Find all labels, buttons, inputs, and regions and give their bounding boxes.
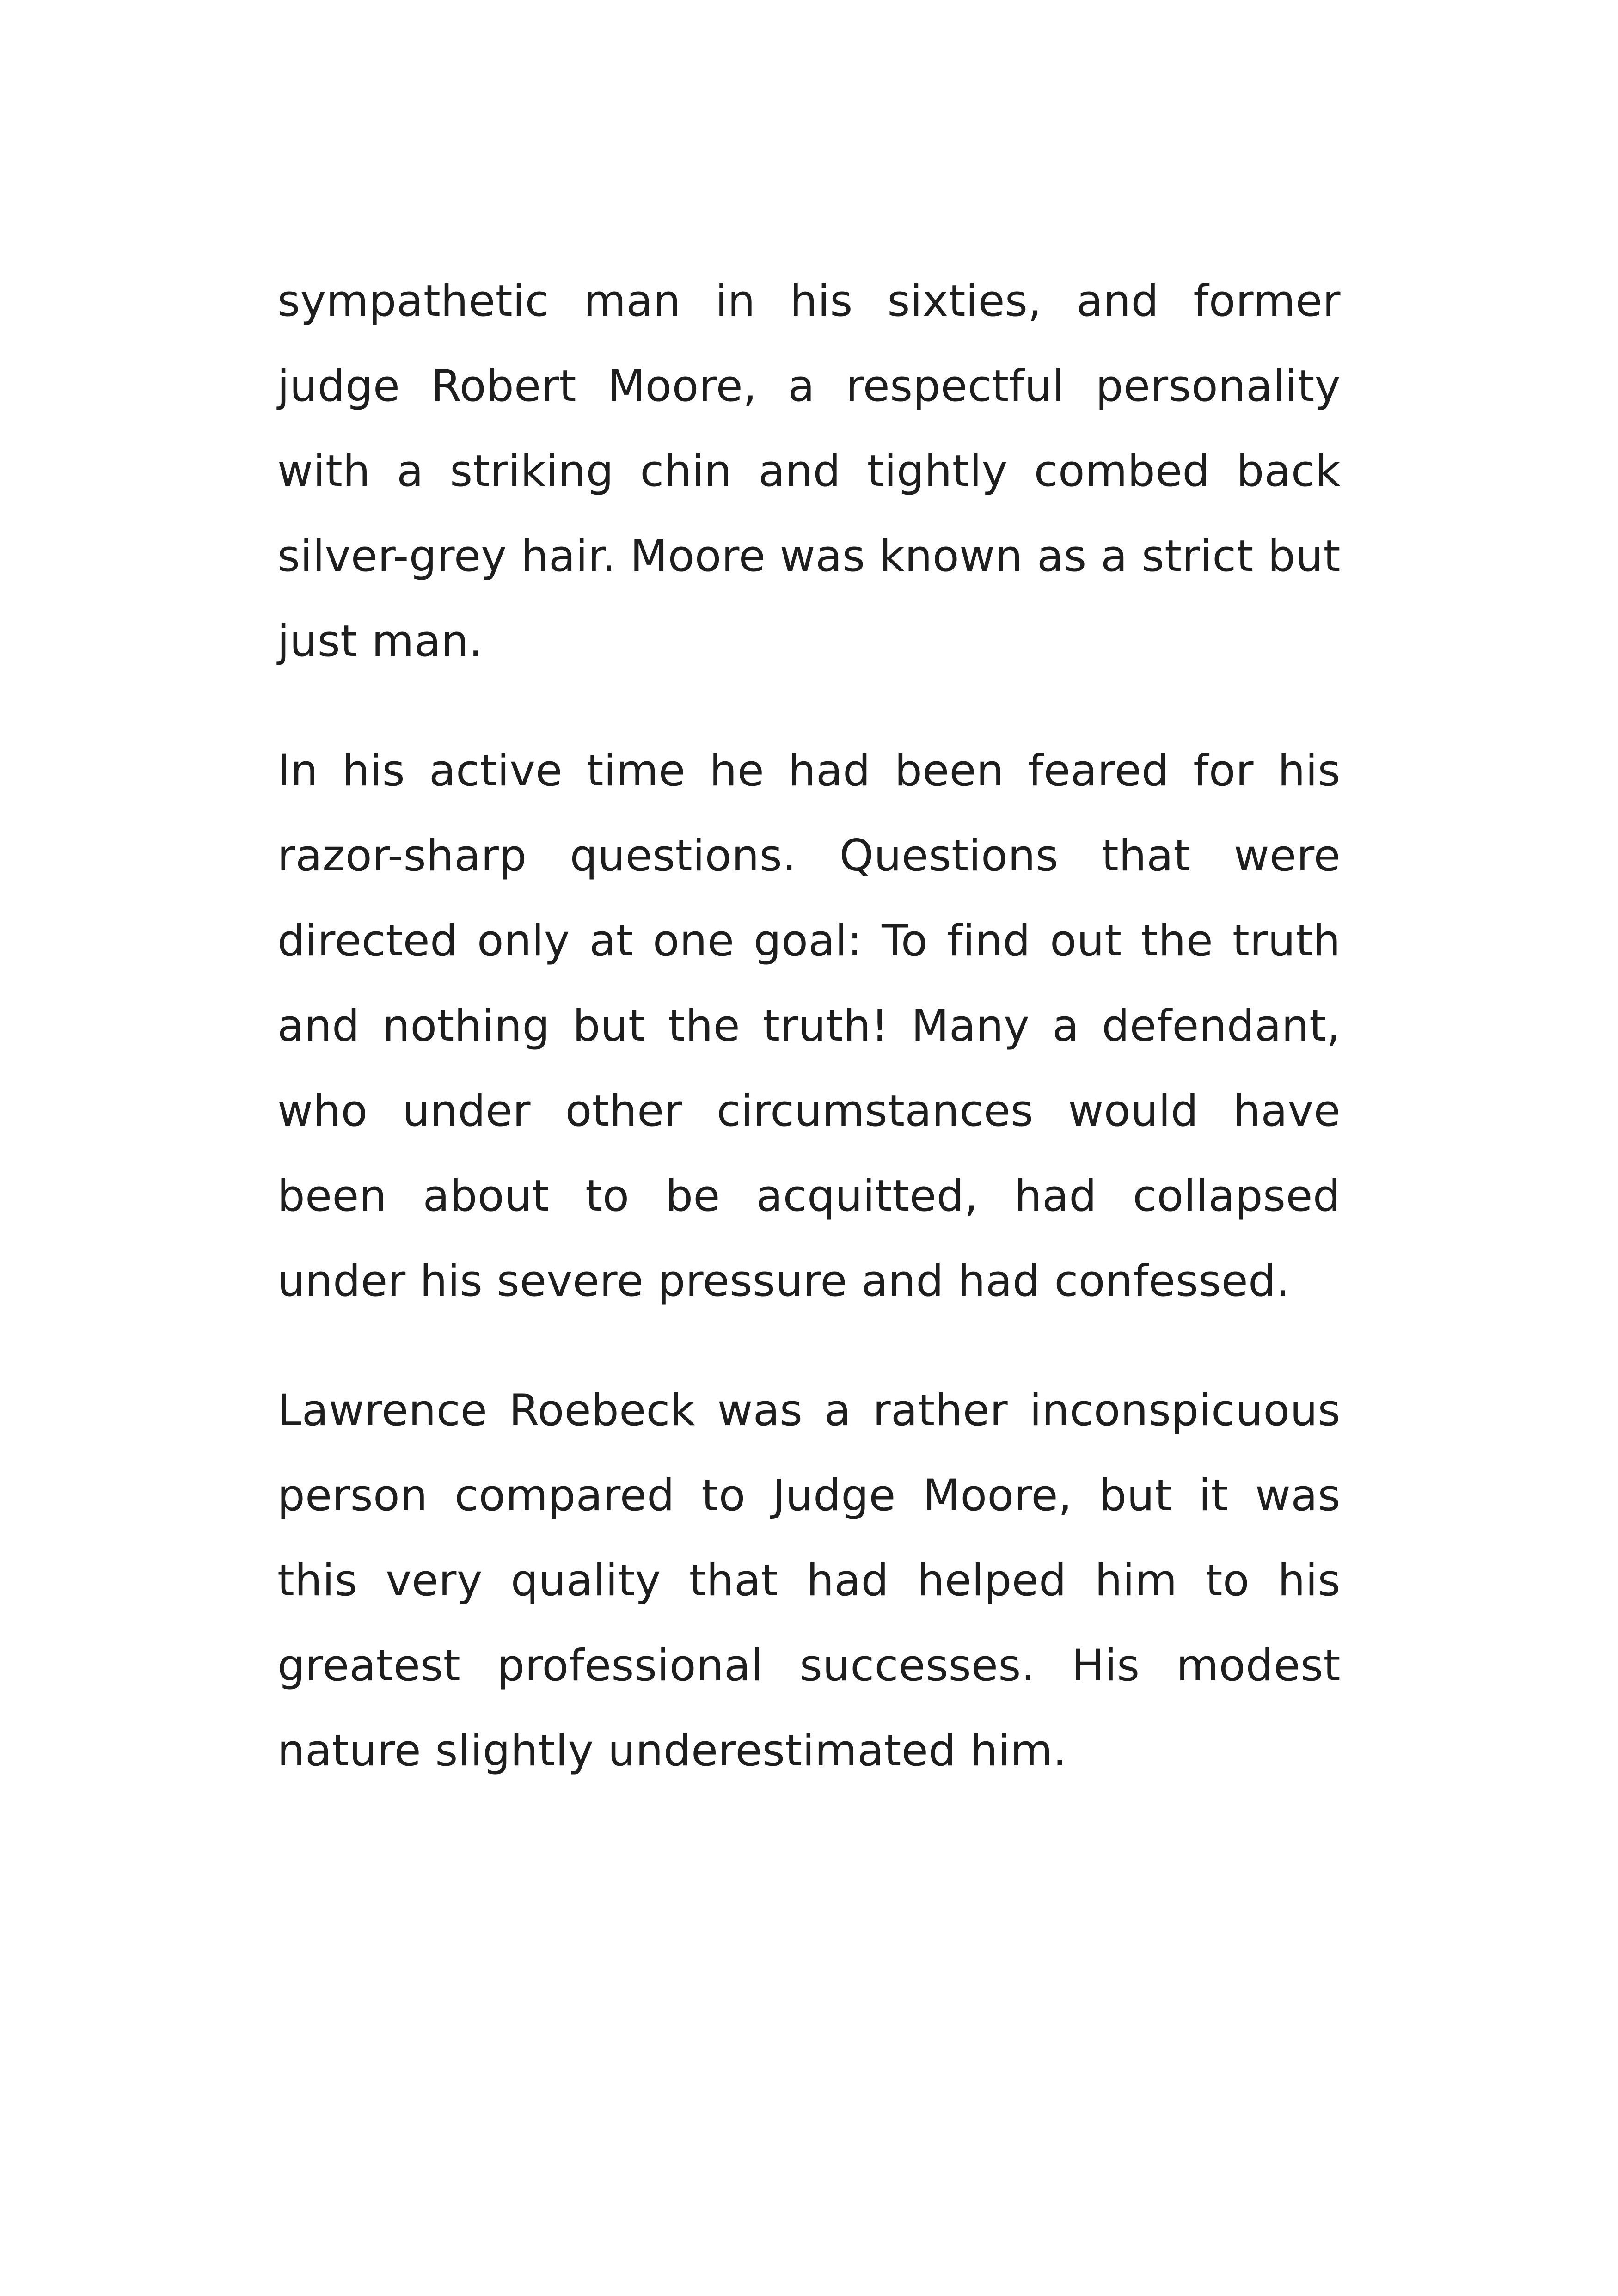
paragraph-3: Lawrence Roebeck was a rather inconspicuous person compared to Judge Moore, but it was this very quality that had helped him to his greatest professional successes. His modest nature slightly underestimated him.: [277, 1385, 1341, 1776]
body-text: [277, 259, 1341, 1838]
paragraph-2: In his active time he had been feared for his razor-sharp questions. Questions that were directed only at one goal: To find out the truth and nothing but the truth! Many a defendant, who under other circumstances would have been about to be acquitted, had collapsed under his severe pressure and had confessed.: [277, 746, 1341, 1306]
paragraph-1: sympathetic man in his sixties, and former judge Robert Moore, a respectful personality with a striking chin and tightly combed back silver-grey hair. Moore was known as a strict but just man.: [277, 276, 1341, 667]
